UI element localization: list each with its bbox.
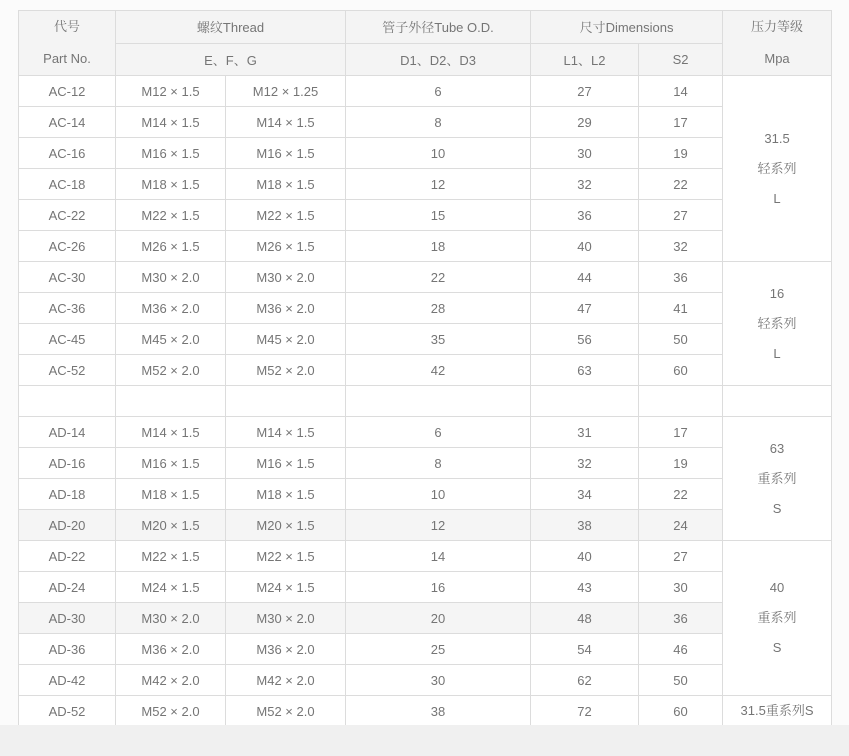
header-pressure (723, 11, 832, 76)
table-row-ac-36 (19, 293, 832, 324)
header-part-no-cn: 代号 (53, 19, 80, 34)
cell-thread-e: M14 × 1.5 (116, 107, 226, 138)
spacer-row (19, 386, 832, 417)
cell-thread-fg: M26 × 1.5 (226, 231, 346, 262)
cell-pressure-group (723, 417, 832, 541)
cell-part-no: AD-52 (19, 696, 116, 727)
table-row-ac-26 (19, 231, 832, 262)
cell-thread-e: M24 × 1.5 (116, 572, 226, 603)
cell-thread-fg: M16 × 1.5 (226, 138, 346, 169)
pressure-line: 31.5 (764, 130, 790, 146)
cell-tube-od: 14 (346, 541, 531, 572)
cell-thread-fg: M16 × 1.5 (226, 448, 346, 479)
cell-thread-e: M36 × 2.0 (116, 293, 226, 324)
cell-tube-od: 10 (346, 479, 531, 510)
cell-s2: 30 (639, 572, 723, 603)
cell-l1-l2: 29 (531, 107, 639, 138)
cell-s2: 17 (639, 107, 723, 138)
cell-thread-e: M12 × 1.5 (116, 76, 226, 107)
cell-thread-e: M14 × 1.5 (116, 417, 226, 448)
cell-s2: 17 (639, 417, 723, 448)
fitting-spec-table (18, 10, 832, 727)
cell-pressure-group (723, 386, 832, 417)
header-dimensions: 尺寸Dimensions (531, 11, 723, 44)
cell-tube-od: 10 (346, 138, 531, 169)
header-pressure-unit: Mpa (764, 51, 790, 66)
cell-thread-fg: M20 × 1.5 (226, 510, 346, 541)
pressure-line: L (773, 190, 781, 206)
cell-l1-l2: 40 (531, 231, 639, 262)
cell-part-no: AD-30 (19, 603, 116, 634)
table-row-ac-12 (19, 76, 832, 107)
cell-thread-fg: M36 × 2.0 (226, 293, 346, 324)
cell-thread-fg: M52 × 2.0 (226, 696, 346, 727)
cell-thread-fg: M30 × 2.0 (226, 262, 346, 293)
table-row-ad-22 (19, 541, 832, 572)
cell-tube-od: 42 (346, 355, 531, 386)
table-row-ac-16 (19, 138, 832, 169)
cell-l1-l2: 44 (531, 262, 639, 293)
cell-l1-l2: 38 (531, 510, 639, 541)
cell-thread-e: M22 × 1.5 (116, 200, 226, 231)
cell-thread-e: M18 × 1.5 (116, 479, 226, 510)
cell-l1-l2: 27 (531, 76, 639, 107)
cell-s2: 19 (639, 448, 723, 479)
cell-part-no: AD-42 (19, 665, 116, 696)
page-bottom-strip (0, 725, 849, 756)
pressure-line: 40 (769, 580, 785, 595)
cell-part-no: AC-36 (19, 293, 116, 324)
cell-l1-l2: 36 (531, 200, 639, 231)
table-row-ad-36 (19, 634, 832, 665)
table-row-ad-20 (19, 510, 832, 541)
cell-s2: 32 (639, 231, 723, 262)
cell-thread-e: M36 × 2.0 (116, 634, 226, 665)
pressure-line: 重系列 (757, 610, 797, 625)
cell-thread-fg: M45 × 2.0 (226, 324, 346, 355)
cell-thread-e: M45 × 2.0 (116, 324, 226, 355)
cell-l1-l2: 54 (531, 634, 639, 665)
cell-l1-l2 (531, 386, 639, 417)
table-row-ad-14 (19, 417, 832, 448)
cell-thread-e: M30 × 2.0 (116, 603, 226, 634)
cell-part-no: AC-26 (19, 231, 116, 262)
cell-thread-e: M26 × 1.5 (116, 231, 226, 262)
cell-thread-e: M16 × 1.5 (116, 138, 226, 169)
pressure-line: 63 (769, 440, 785, 456)
header-pressure-cn: 压力等级 (751, 19, 804, 34)
cell-part-no: AD-36 (19, 634, 116, 665)
cell-l1-l2: 56 (531, 324, 639, 355)
cell-s2: 27 (639, 541, 723, 572)
table-row-ac-45 (19, 324, 832, 355)
cell-s2: 46 (639, 634, 723, 665)
cell-part-no: AC-16 (19, 138, 116, 169)
header-tube-od: 管子外径Tube O.D. (346, 11, 531, 44)
table-row-ad-42 (19, 665, 832, 696)
cell-thread-fg: M14 × 1.5 (226, 107, 346, 138)
cell-tube-od: 16 (346, 572, 531, 603)
cell-s2: 36 (639, 603, 723, 634)
cell-part-no (19, 386, 116, 417)
pressure-line: 轻系列 (757, 315, 797, 331)
cell-s2: 41 (639, 293, 723, 324)
cell-thread-fg: M30 × 2.0 (226, 603, 346, 634)
cell-part-no: AD-20 (19, 510, 116, 541)
header-s2: S2 (639, 43, 723, 76)
header-part-no (19, 11, 116, 76)
cell-thread-fg: M24 × 1.5 (226, 572, 346, 603)
cell-s2: 50 (639, 324, 723, 355)
cell-s2: 60 (639, 355, 723, 386)
cell-tube-od: 35 (346, 324, 531, 355)
cell-s2 (639, 386, 723, 417)
cell-l1-l2: 34 (531, 479, 639, 510)
cell-thread-e: M30 × 2.0 (116, 262, 226, 293)
cell-s2: 27 (639, 200, 723, 231)
header-tube-sub: D1、D2、D3 (346, 43, 531, 76)
pressure-line: 31.5重系列S (740, 703, 814, 718)
header-row-1 (19, 11, 832, 44)
cell-s2: 22 (639, 479, 723, 510)
cell-pressure-group (723, 541, 832, 696)
header-thread-sub: E、F、G (116, 43, 346, 76)
cell-thread-e: M52 × 2.0 (116, 696, 226, 727)
cell-pressure-group (723, 262, 832, 386)
table-row-ac-18 (19, 169, 832, 200)
cell-tube-od: 38 (346, 696, 531, 727)
cell-s2: 14 (639, 76, 723, 107)
cell-part-no: AC-30 (19, 262, 116, 293)
cell-thread-fg: M22 × 1.5 (226, 541, 346, 572)
cell-part-no: AC-22 (19, 200, 116, 231)
cell-thread-fg: M22 × 1.5 (226, 200, 346, 231)
cell-thread-fg: M18 × 1.5 (226, 169, 346, 200)
cell-s2: 22 (639, 169, 723, 200)
cell-part-no: AD-18 (19, 479, 116, 510)
cell-tube-od: 25 (346, 634, 531, 665)
table-row-ad-16 (19, 448, 832, 479)
cell-thread-fg: M52 × 2.0 (226, 355, 346, 386)
cell-l1-l2: 72 (531, 696, 639, 727)
cell-thread-fg: M42 × 2.0 (226, 665, 346, 696)
cell-part-no: AC-12 (19, 76, 116, 107)
pressure-line: S (772, 640, 782, 655)
cell-tube-od: 20 (346, 603, 531, 634)
cell-tube-od: 30 (346, 665, 531, 696)
table-body (19, 76, 832, 727)
cell-thread-fg: M18 × 1.5 (226, 479, 346, 510)
cell-thread-e: M42 × 2.0 (116, 665, 226, 696)
cell-pressure-group (723, 76, 832, 262)
cell-part-no: AC-45 (19, 324, 116, 355)
pressure-line: 轻系列 (757, 160, 797, 176)
cell-l1-l2: 30 (531, 138, 639, 169)
table-row-ac-52 (19, 355, 832, 386)
cell-tube-od: 8 (346, 448, 531, 479)
cell-l1-l2: 43 (531, 572, 639, 603)
cell-part-no: AD-22 (19, 541, 116, 572)
pressure-line: L (773, 345, 781, 361)
cell-part-no: AC-18 (19, 169, 116, 200)
table-row-ad-18 (19, 479, 832, 510)
header-row-2 (19, 43, 832, 76)
cell-l1-l2: 40 (531, 541, 639, 572)
cell-thread-fg: M14 × 1.5 (226, 417, 346, 448)
cell-thread-e: M16 × 1.5 (116, 448, 226, 479)
cell-l1-l2: 48 (531, 603, 639, 634)
cell-tube-od: 18 (346, 231, 531, 262)
table-row-ad-24 (19, 572, 832, 603)
table-row-ac-14 (19, 107, 832, 138)
header-part-no-en: Part No. (43, 51, 91, 66)
cell-pressure-group (723, 696, 832, 727)
cell-tube-od: 8 (346, 107, 531, 138)
table-row-ac-22 (19, 200, 832, 231)
cell-tube-od: 6 (346, 76, 531, 107)
pressure-line: 16 (769, 285, 785, 301)
cell-thread-e: M18 × 1.5 (116, 169, 226, 200)
cell-thread-fg: M36 × 2.0 (226, 634, 346, 665)
cell-part-no: AD-14 (19, 417, 116, 448)
cell-thread-fg (226, 386, 346, 417)
header-thread: 螺纹Thread (116, 11, 346, 44)
cell-tube-od: 15 (346, 200, 531, 231)
header-l1-l2: L1、L2 (531, 43, 639, 76)
cell-part-no: AC-52 (19, 355, 116, 386)
cell-s2: 24 (639, 510, 723, 541)
cell-thread-e: M52 × 2.0 (116, 355, 226, 386)
pressure-line: 重系列 (757, 470, 797, 486)
cell-s2: 60 (639, 696, 723, 727)
cell-part-no: AD-16 (19, 448, 116, 479)
cell-thread-e: M20 × 1.5 (116, 510, 226, 541)
cell-l1-l2: 32 (531, 448, 639, 479)
cell-tube-od (346, 386, 531, 417)
cell-tube-od: 12 (346, 169, 531, 200)
cell-part-no: AC-14 (19, 107, 116, 138)
cell-s2: 36 (639, 262, 723, 293)
cell-s2: 19 (639, 138, 723, 169)
table-header (19, 11, 832, 76)
cell-thread-fg: M12 × 1.25 (226, 76, 346, 107)
cell-l1-l2: 32 (531, 169, 639, 200)
cell-l1-l2: 31 (531, 417, 639, 448)
cell-l1-l2: 63 (531, 355, 639, 386)
cell-tube-od: 28 (346, 293, 531, 324)
cell-l1-l2: 47 (531, 293, 639, 324)
cell-s2: 50 (639, 665, 723, 696)
cell-l1-l2: 62 (531, 665, 639, 696)
table-row-ad-30 (19, 603, 832, 634)
cell-thread-e: M22 × 1.5 (116, 541, 226, 572)
cell-tube-od: 12 (346, 510, 531, 541)
cell-tube-od: 22 (346, 262, 531, 293)
table-row-ad-52 (19, 696, 832, 727)
cell-tube-od: 6 (346, 417, 531, 448)
cell-thread-e (116, 386, 226, 417)
cell-part-no: AD-24 (19, 572, 116, 603)
table-row-ac-30 (19, 262, 832, 293)
pressure-line: S (772, 500, 782, 516)
